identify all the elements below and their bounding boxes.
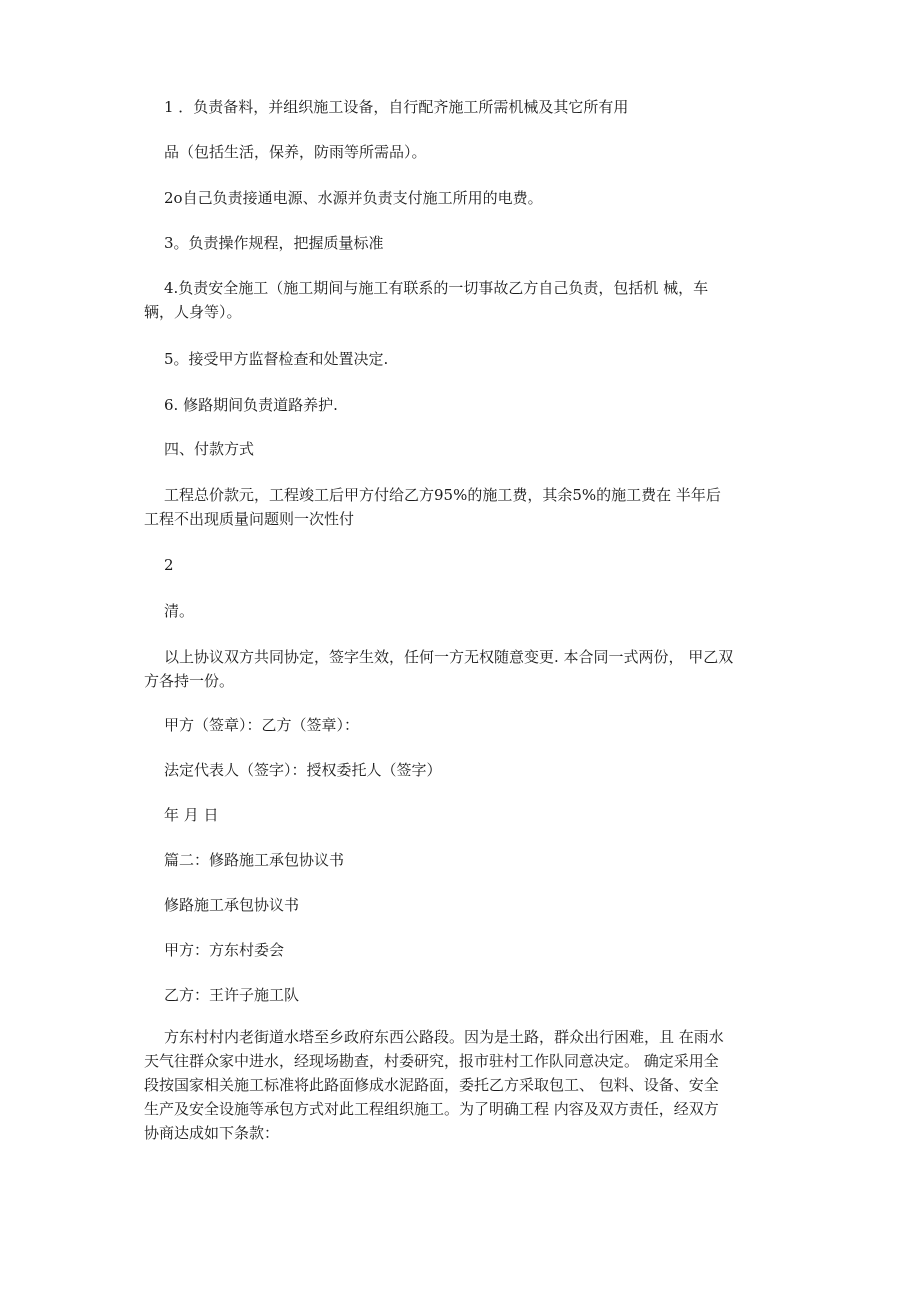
item-1-line-2: 品（包括生活，保养，防雨等所需品）。 bbox=[164, 143, 427, 161]
section-4-heading: 四、付款方式 bbox=[164, 440, 255, 458]
item-5: 5。接受甲方监督检查和处置决定. bbox=[164, 350, 389, 368]
payment-line-2: 工程不出现质量问题则一次性付 bbox=[144, 510, 355, 528]
payment-paragraph bbox=[144, 483, 790, 531]
agreement-paragraph bbox=[144, 645, 790, 693]
item-4-line-2: 辆，人身等）。 bbox=[144, 303, 242, 321]
intro-line-4: 生产及安全设施等承包方式对此工程组织施工。为了明确工程 内容及双方责任，经双方 bbox=[144, 1100, 719, 1118]
agreement-line-2: 方各持一份。 bbox=[144, 672, 235, 690]
intro-paragraph bbox=[144, 1025, 790, 1145]
item-4 bbox=[144, 276, 790, 324]
item-4-line-1: 4.负责安全施工（施工期间与施工有联系的一切事故乙方自己负责，包括机 械，车 bbox=[164, 279, 709, 297]
item-6: 6. 修路期间负责道路养护. bbox=[164, 396, 338, 414]
intro-line-2: 天气往群众家中进水，经现场勘查，村委研究，报市驻村工作队同意决定。 确定采用全 bbox=[144, 1052, 719, 1070]
part-2-heading: 篇二：修路施工承包协议书 bbox=[164, 851, 345, 869]
date-line: 年 月 日 bbox=[164, 806, 219, 824]
item-2: 2o自己负责接通电源、水源并负责支付施工所用的电费。 bbox=[164, 189, 543, 207]
page-number: 2 bbox=[164, 556, 174, 574]
intro-line-5: 协商达成如下条款： bbox=[144, 1124, 280, 1142]
party-a: 甲方：方东村委会 bbox=[164, 941, 285, 959]
item-3: 3。负责操作规程，把握质量标准 bbox=[164, 234, 384, 252]
payment-line-1: 工程总价款元，工程竣工后甲方付给乙方95%的施工费，其余5%的施工费在 半年后 bbox=[164, 486, 721, 504]
party-b: 乙方：王许子施工队 bbox=[164, 986, 300, 1004]
intro-line-1: 方东村村内老街道水塔至乡政府东西公路段。因为是土路，群众出行困难，且 在雨水 bbox=[164, 1028, 724, 1046]
item-1-line-1: 1 ．负责备料，并组织施工设备，自行配齐施工所需机械及其它所有用 bbox=[164, 98, 629, 116]
sign-representatives: 法定代表人（签字）：授权委托人（签字） bbox=[164, 761, 442, 779]
agreement-line-1: 以上协议双方共同协定，签字生效，任何一方无权随意变更. 本合同一式两份， 甲乙双 bbox=[164, 648, 734, 666]
part-2-title: 修路施工承包协议书 bbox=[164, 896, 300, 914]
payment-end: 清。 bbox=[164, 602, 195, 620]
intro-line-3: 段按国家相关施工标准将此路面修成水泥路面，委托乙方采取包工、 包料、设备、安全 bbox=[144, 1076, 719, 1094]
sign-parties: 甲方（签章）：乙方（签章）： bbox=[164, 716, 360, 734]
